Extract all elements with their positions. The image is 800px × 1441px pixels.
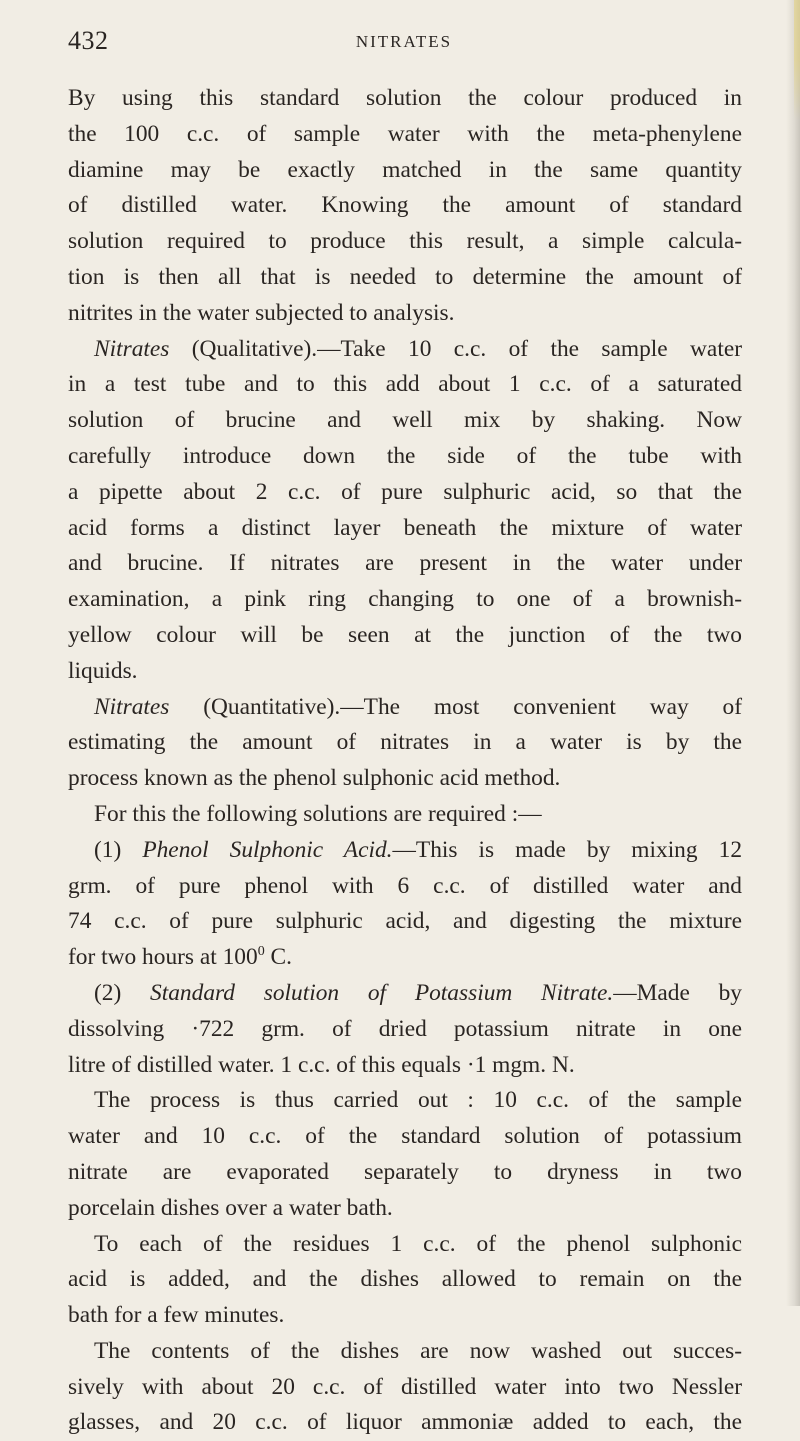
section-heading-quantitative: Nitrates	[94, 693, 170, 720]
list-item-2-line: (2) Standard solution of Potassium Nitrate.—Made by	[94, 979, 742, 1006]
text-line: tion is then all that is needed to determine the amount of	[68, 263, 742, 290]
running-title: NITRATES	[355, 32, 453, 51]
phenol-sulphonic-acid-heading: Phenol Sulphonic Acid.	[142, 836, 393, 863]
text-line: estimating the amount of nitrates in a water is by the	[68, 729, 742, 756]
text-line: in a test tube and to this add about 1 c.c. of a saturated	[68, 371, 742, 398]
text-line: The process is thus carried out : 10 c.c. of the sample	[94, 1087, 742, 1114]
text-line: acid is added, and the dishes allowed to remain on the	[68, 1266, 742, 1293]
text-line: a pipette about 2 c.c. of pure sulphuric acid, so that the	[68, 478, 742, 505]
page-number: 432	[68, 26, 109, 55]
text-line: yellow colour will be seen at the junction of the two	[68, 621, 742, 648]
text-line: nitrate are evaporated separately to dryness in two	[68, 1158, 742, 1185]
text-line: the 100 c.c. of sample water with the meta-phenylene	[68, 120, 742, 147]
text-line: liquids.	[68, 657, 138, 684]
text-line: carefully introduce down the side of the tube with	[68, 442, 742, 469]
text-line: For this the following solutions are required :—	[94, 800, 542, 827]
text-line: nitrites in the water subjected to analysis.	[68, 299, 455, 326]
list-item-1-line: (1) Phenol Sulphonic Acid.—This is made by mixing 12	[94, 836, 743, 863]
standard-solution-heading: Standard solution of Potassium Nitrate.	[150, 979, 614, 1006]
text-line: for two hours at $100^0$ C.	[68, 944, 292, 971]
text-line: and brucine. If nitrates are present in the water under	[68, 550, 742, 577]
body-text	[68, 81, 742, 1441]
text-line: bath for a few minutes.	[68, 1302, 285, 1329]
running-head	[68, 22, 740, 56]
text-line: dissolving ·722 grm. of dried potassium nitrate in one	[68, 1015, 742, 1042]
text-line: diamine may be exactly matched in the same quantity	[68, 156, 742, 183]
degree-mark: 0	[257, 944, 265, 960]
text-line: To each of the residues 1 c.c. of the phenol sulphonic	[94, 1230, 742, 1257]
text-line: By using this standard solution the colour produced in	[68, 85, 742, 111]
text-line: water and 10 c.c. of the standard solution of potassium	[68, 1123, 742, 1150]
text-line: examination, a pink ring changing to one of a brownish-	[68, 586, 742, 613]
text-line: glasses, and 20 c.c. of liquor ammoniæ added to each, the	[68, 1409, 742, 1436]
text-line: The contents of the dishes are now washed out succes-	[94, 1337, 742, 1364]
page-edge-mark	[794, 0, 800, 1306]
text-line: grm. of pure phenol with 6 c.c. of distilled water and	[68, 872, 742, 899]
text-line: process known as the phenol sulphonic acid method.	[68, 765, 561, 792]
section-heading-line: Nitrates (Quantitative).—The most convenient way of	[94, 693, 742, 720]
text-line: sively with about 20 c.c. of distilled water into two Nessler	[68, 1373, 742, 1400]
text-line: solution of brucine and well mix by shaking. Now	[68, 407, 742, 434]
text-line: acid forms a distinct layer beneath the mixture of water	[68, 514, 742, 541]
text-line: porcelain dishes over a water bath.	[68, 1194, 393, 1221]
text-line: of distilled water. Knowing the amount of standard	[68, 192, 742, 219]
section-heading-line: Nitrates (Qualitative).—Take 10 c.c. of the sample water	[94, 335, 742, 362]
text-line: litre of distilled water. 1 c.c. of this equals ·1 mgm. N.	[68, 1051, 575, 1078]
section-heading-qualitative: Nitrates	[94, 335, 170, 362]
text-line: solution required to produce this result, a simple calcula-	[68, 228, 742, 255]
text-line: 74 c.c. of pure sulphuric acid, and digesting the mixture	[68, 908, 742, 935]
